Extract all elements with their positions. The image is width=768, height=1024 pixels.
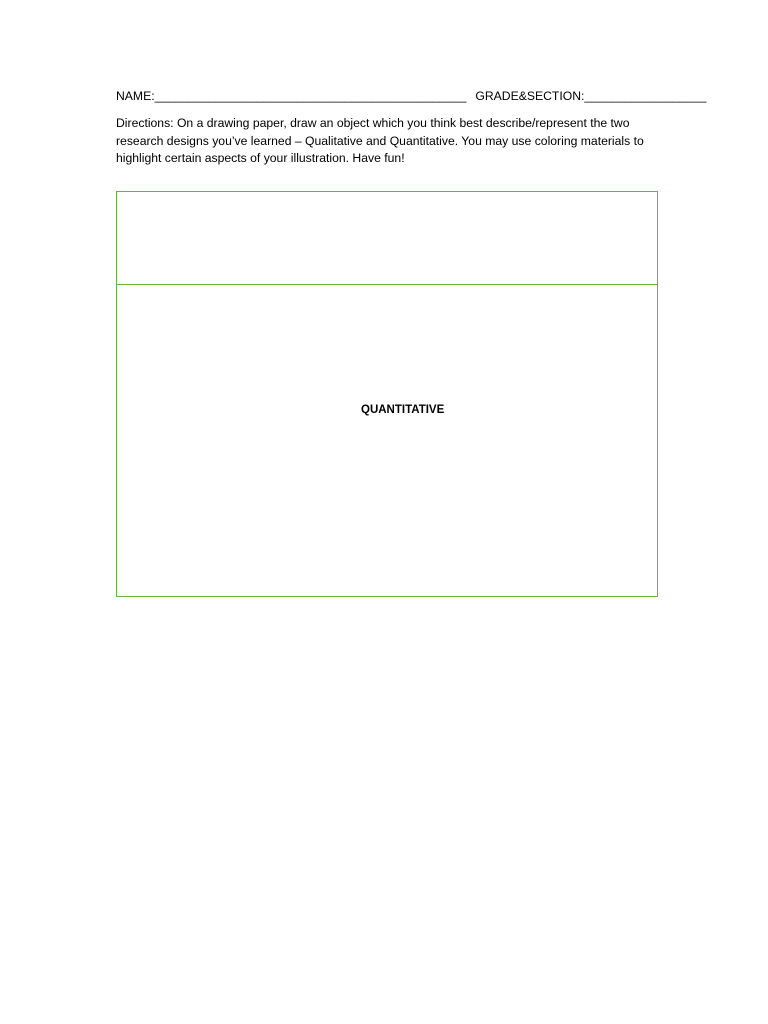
- qualitative-drawing-cell[interactable]: [117, 192, 657, 285]
- grade-section-field[interactable]: GRADE&SECTION:__________________: [475, 89, 707, 103]
- quantitative-drawing-cell[interactable]: [117, 285, 657, 597]
- header-line: [116, 88, 707, 104]
- name-field[interactable]: NAME:______________________________________________: [116, 89, 467, 103]
- directions-text: Directions: On a drawing paper, draw an object which you think best describe/represent the two research designs you’ve learned – Qualitative and Quantitative. You may use coloring materials to highlight certain aspects of your illustration. Have fun!: [116, 116, 644, 165]
- quantitative-label: QUANTITATIVE: [361, 404, 445, 416]
- drawing-table: [116, 191, 658, 597]
